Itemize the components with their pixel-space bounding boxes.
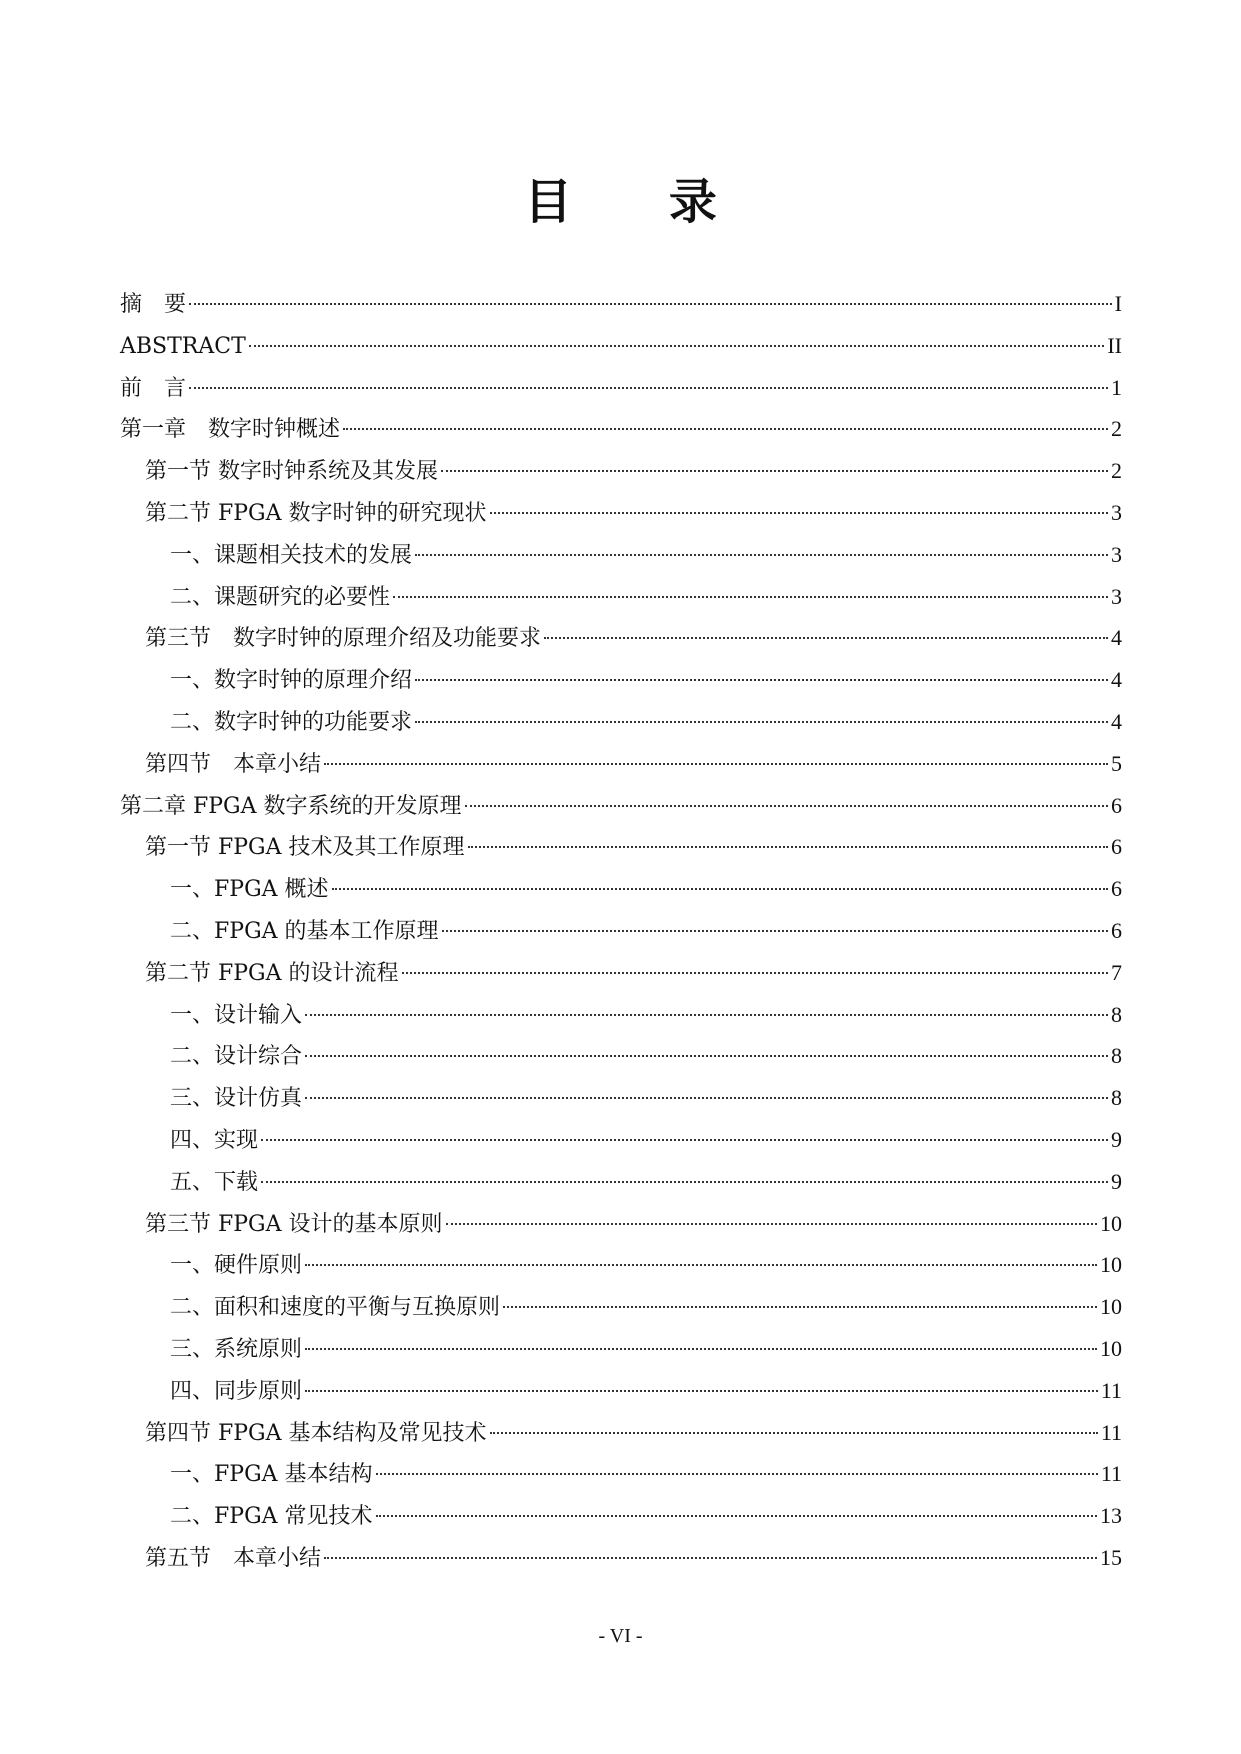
toc-dot-leader <box>261 1181 1108 1183</box>
toc-entry-label: 五、下载 <box>170 1169 259 1195</box>
toc-entry-page: 2 <box>1111 416 1122 442</box>
toc-entry-page: 13 <box>1100 1503 1122 1529</box>
toc-entry-label: 一、课题相关技术的发展 <box>170 542 413 568</box>
toc-entry <box>120 1035 1122 1077</box>
toc-entry-page: 4 <box>1111 667 1122 693</box>
toc-entry <box>120 1412 1122 1454</box>
page-title: 目 录 <box>524 174 757 230</box>
toc-entry <box>120 1370 1122 1412</box>
toc-entry-page: 11 <box>1100 1461 1122 1487</box>
toc-dot-leader <box>490 512 1108 514</box>
toc-entry-page: 10 <box>1100 1252 1122 1278</box>
toc-entry-label: 三、设计仿真 <box>170 1086 303 1112</box>
toc-entry-page: 4 <box>1111 708 1122 734</box>
toc-dot-leader <box>305 1055 1108 1057</box>
toc-entry-page: I <box>1114 291 1122 316</box>
toc-entry-page: 3 <box>1111 499 1122 525</box>
toc-entry-label: 二、数字时钟的功能要求 <box>170 709 413 735</box>
toc-entry-page: II <box>1107 332 1122 358</box>
toc-entry-page: 6 <box>1111 876 1122 902</box>
toc-entry-label: 二、课题研究的必要性 <box>170 584 391 610</box>
toc-entry-page: 5 <box>1111 750 1122 776</box>
toc-entry-label: 第二章 FPGA 数字系统的开发原理 <box>120 793 462 819</box>
toc-entry-page: 2 <box>1111 458 1122 484</box>
toc-entry-label: 第四节 FPGA 基本结构及常见技术 <box>145 1420 487 1446</box>
toc-dot-leader <box>305 1390 1098 1392</box>
toc-dot-leader <box>503 1306 1097 1308</box>
toc-entry-label: 第二节 FPGA 的设计流程 <box>145 960 399 986</box>
toc-entry <box>120 617 1122 659</box>
toc-entry <box>120 1077 1122 1119</box>
toc-entry-label: 二、设计综合 <box>170 1044 303 1070</box>
toc-dot-leader <box>332 888 1108 890</box>
toc-entry <box>120 408 1122 450</box>
toc-entry-page: 10 <box>1100 1210 1122 1236</box>
toc-entry <box>120 1328 1122 1370</box>
toc-entry-page: 9 <box>1111 1126 1122 1152</box>
toc-entry-label: 第三节 FPGA 设计的基本原则 <box>145 1211 443 1237</box>
toc-entry <box>120 1161 1122 1203</box>
toc-entry-label: 第一节 FPGA 技术及其工作原理 <box>145 835 465 861</box>
toc-entry <box>120 450 1122 492</box>
toc-entry <box>120 952 1122 994</box>
toc-entry <box>120 994 1122 1036</box>
toc-dot-leader <box>343 428 1108 430</box>
toc-dot-leader <box>415 554 1108 556</box>
page-number-footer: - VI - <box>598 1625 643 1647</box>
toc-dot-leader <box>415 679 1108 681</box>
toc-entry-label: 四、实现 <box>170 1127 259 1153</box>
toc-entry-page: 3 <box>1111 583 1122 609</box>
toc-entry-label: 一、FPGA 基本结构 <box>170 1462 373 1488</box>
toc-entry-label: 一、设计输入 <box>170 1002 303 1028</box>
toc-entry-page: 8 <box>1111 1001 1122 1027</box>
toc-entry-label: 三、系统原则 <box>170 1336 303 1362</box>
toc-entry-page: 3 <box>1111 541 1122 567</box>
toc-entry-page: 15 <box>1100 1544 1122 1570</box>
toc-entry <box>120 534 1122 576</box>
toc-entry <box>120 826 1122 868</box>
toc-entry-page: 6 <box>1111 792 1122 818</box>
toc-entry-page: 8 <box>1111 1085 1122 1111</box>
toc-entry <box>120 743 1122 785</box>
toc-dot-leader <box>305 1264 1097 1266</box>
toc-entry-label: 第一节 数字时钟系统及其发展 <box>145 459 438 485</box>
toc-dot-leader <box>393 596 1108 598</box>
toc-entry <box>120 1203 1122 1245</box>
toc-dot-leader <box>442 930 1108 932</box>
toc-entry-label: 第五节 本章小结 <box>145 1545 322 1571</box>
toc-dot-leader <box>490 1432 1098 1434</box>
toc-entry <box>120 1495 1122 1537</box>
toc-entry-label: ABSTRACT <box>120 333 246 359</box>
toc-dot-leader <box>376 1473 1098 1475</box>
toc-entry-page: 6 <box>1111 917 1122 943</box>
table-of-contents <box>120 283 1122 1579</box>
toc-entry <box>120 576 1122 618</box>
toc-entry <box>120 1244 1122 1286</box>
toc-entry-page: 11 <box>1100 1419 1122 1445</box>
toc-entry-page: 9 <box>1111 1168 1122 1194</box>
toc-entry <box>120 492 1122 534</box>
toc-entry-label: 第一章 数字时钟概述 <box>120 417 341 443</box>
toc-entry-label: 第四节 本章小结 <box>145 751 322 777</box>
toc-dot-leader <box>324 763 1108 765</box>
toc-entry-page: 1 <box>1111 374 1122 400</box>
toc-dot-leader <box>189 303 1112 305</box>
toc-dot-leader <box>305 1097 1108 1099</box>
toc-entry <box>120 325 1122 367</box>
toc-entry-page: 8 <box>1111 1043 1122 1069</box>
toc-entry-label: 一、FPGA 概述 <box>170 877 329 903</box>
toc-dot-leader <box>465 805 1108 807</box>
toc-dot-leader <box>249 345 1105 347</box>
toc-entry <box>120 910 1122 952</box>
toc-entry-label: 第三节 数字时钟的原理介绍及功能要求 <box>145 626 542 652</box>
toc-dot-leader <box>446 1223 1097 1225</box>
toc-entry <box>120 1537 1122 1579</box>
toc-entry-label: 二、FPGA 常见技术 <box>170 1504 373 1530</box>
toc-dot-leader <box>189 387 1108 389</box>
toc-entry-page: 6 <box>1111 834 1122 860</box>
toc-dot-leader <box>305 1014 1108 1016</box>
toc-dot-leader <box>305 1348 1097 1350</box>
toc-entry <box>120 1119 1122 1161</box>
toc-entry-label: 二、面积和速度的平衡与互换原则 <box>170 1295 501 1321</box>
toc-entry-label: 摘 要 <box>120 292 187 317</box>
toc-entry <box>120 1286 1122 1328</box>
toc-entry-label: 四、同步原则 <box>170 1378 303 1404</box>
toc-dot-leader <box>544 637 1108 639</box>
toc-entry-label: 前 言 <box>120 375 187 401</box>
toc-entry-label: 一、数字时钟的原理介绍 <box>170 668 413 694</box>
toc-entry-label: 二、FPGA 的基本工作原理 <box>170 918 439 944</box>
toc-entry <box>120 785 1122 827</box>
toc-entry <box>120 659 1122 701</box>
toc-entry <box>120 1453 1122 1495</box>
toc-dot-leader <box>261 1139 1108 1141</box>
toc-entry-page: 7 <box>1111 959 1122 985</box>
toc-entry-page: 10 <box>1100 1294 1122 1320</box>
toc-entry <box>120 367 1122 409</box>
toc-dot-leader <box>441 470 1108 472</box>
toc-entry <box>120 701 1122 743</box>
toc-entry-label: 第二节 FPGA 数字时钟的研究现状 <box>145 500 487 526</box>
toc-entry <box>120 283 1122 325</box>
toc-dot-leader <box>376 1515 1097 1517</box>
toc-entry-page: 4 <box>1111 625 1122 651</box>
toc-dot-leader <box>402 972 1108 974</box>
toc-entry-page: 10 <box>1100 1335 1122 1361</box>
toc-dot-leader <box>324 1557 1097 1559</box>
toc-dot-leader <box>415 721 1108 723</box>
toc-entry <box>120 868 1122 910</box>
toc-entry-label: 一、硬件原则 <box>170 1253 303 1279</box>
toc-entry-page: 11 <box>1100 1377 1122 1403</box>
toc-dot-leader <box>468 846 1108 848</box>
